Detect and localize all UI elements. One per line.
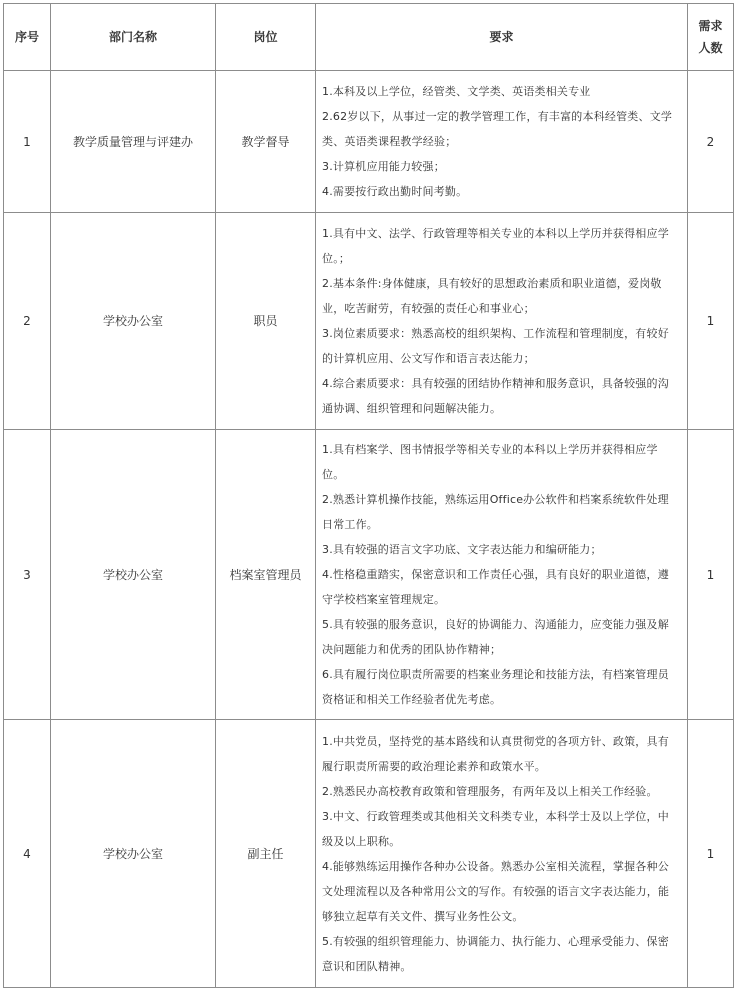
cell-requirements <box>316 71 688 213</box>
requirement-item: 2.62岁以下，从事过一定的教学管理工作，有丰富的本科经管类、文学类、英语类课程教学经验； <box>322 110 673 148</box>
requirement-item: 4.能够熟练运用操作各种办公设备。熟悉办公室相关流程，掌握各种公文处理流程以及各种常用公文的写作。有较强的语言文字表达能力，能够独立起草有关文件、撰写业务性公文。 <box>322 859 670 923</box>
header-row <box>4 4 734 71</box>
header-post: 岗位 <box>216 4 316 71</box>
cell-post: 职员 <box>216 213 316 430</box>
requirement-item: 1.中共党员，坚持党的基本路线和认真贯彻党的各项方针、政策，具有履行职责所需要的政治理论素养和政策水平。 <box>322 734 669 773</box>
cell-dept: 学校办公室 <box>51 430 216 720</box>
header-requirements: 要求 <box>316 4 688 71</box>
header-count-line1: 需求 <box>698 19 723 33</box>
table-row <box>4 213 734 430</box>
requirement-item: 3.岗位素质要求：熟悉高校的组织架构、工作流程和管理制度，有较好的计算机应用、公文写作和语言表达能力； <box>322 327 669 365</box>
table-row <box>4 720 734 988</box>
requirement-item: 5.有较强的组织管理能力、协调能力、执行能力、心理承受能力、保密意识和团队精神。 <box>322 934 669 973</box>
requirement-item: 6.具有履行岗位职责所需要的档案业务理论和技能方法，有档案管理员资格证和相关工作经验者优先考虑。 <box>322 668 669 706</box>
cell-count: 2 <box>688 71 734 213</box>
cell-dept: 教学质量管理与评建办 <box>51 71 216 213</box>
cell-dept: 学校办公室 <box>51 213 216 430</box>
cell-count: 1 <box>688 213 734 430</box>
header-dept: 部门名称 <box>51 4 216 71</box>
cell-requirements <box>316 430 688 720</box>
requirement-item: 1.具有档案学、图书情报学等相关专业的本科以上学历并获得相应学位。 <box>322 443 658 481</box>
requirement-item: 3.中文、行政管理类或其他相关文科类专业，本科学士及以上学位，中级及以上职称。 <box>322 809 669 848</box>
requirement-item: 4.性格稳重踏实，保密意识和工作责任心强，具有良好的职业道德，遵守学校档案室管理规定。 <box>322 568 669 606</box>
cell-requirements <box>316 213 688 430</box>
cell-dept: 学校办公室 <box>51 720 216 988</box>
header-seq: 序号 <box>4 4 51 71</box>
requirement-item: 2.熟悉民办高校教育政策和管理服务，有两年及以上相关工作经验。 <box>322 784 658 798</box>
header-count-line2: 人数 <box>698 41 723 55</box>
requirement-item: 2.基本条件:身体健康，具有较好的思想政治素质和职业道德，爱岗敬业，吃苦耐劳，有较强的责任心和事业心； <box>322 277 662 315</box>
cell-seq: 4 <box>4 720 51 988</box>
recruitment-table <box>3 3 734 988</box>
cell-post: 副主任 <box>216 720 316 988</box>
requirement-item: 3.具有较强的语言文字功底、文字表达能力和编研能力； <box>322 543 602 556</box>
table-row <box>4 71 734 213</box>
cell-count: 1 <box>688 720 734 988</box>
header-count <box>688 4 734 71</box>
requirement-item: 5.具有较强的服务意识，良好的协调能力、沟通能力，应变能力强及解决问题能力和优秀的团队协作精神； <box>322 618 669 656</box>
cell-seq: 2 <box>4 213 51 430</box>
cell-seq: 1 <box>4 71 51 213</box>
cell-count: 1 <box>688 430 734 720</box>
requirement-item: 3.计算机应用能力较强； <box>322 160 445 173</box>
cell-seq: 3 <box>4 430 51 720</box>
cell-post: 档案室管理员 <box>216 430 316 720</box>
requirement-item: 4.需要按行政出勤时间考勤。 <box>322 185 468 198</box>
table-row <box>4 430 734 720</box>
requirement-item: 2.熟悉计算机操作技能，熟练运用Office办公软件和档案系统软件处理日常工作。 <box>322 493 669 531</box>
requirement-item: 1.具有中文、法学、行政管理等相关专业的本科以上学历并获得相应学位。； <box>322 227 669 265</box>
requirement-item: 1.本科及以上学位，经管类、文学类、英语类相关专业 <box>322 85 591 98</box>
cell-requirements <box>316 720 688 988</box>
cell-post: 教学督导 <box>216 71 316 213</box>
requirement-item: 4.综合素质要求：具有较强的团结协作精神和服务意识，具备较强的沟通协调、组织管理和问题解决能力。 <box>322 377 669 415</box>
